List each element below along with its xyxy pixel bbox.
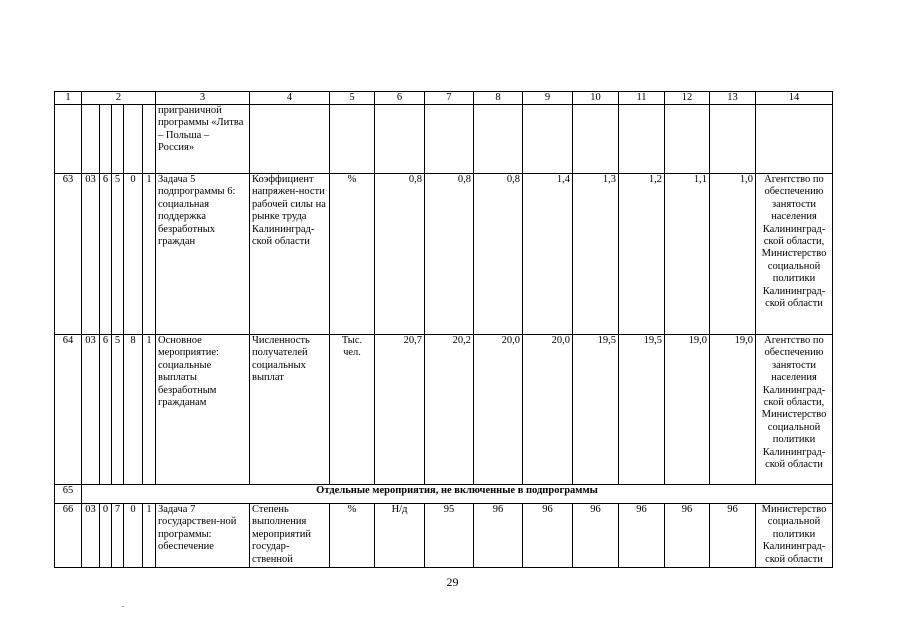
indicator-cell: Коэффициент напряжен-ности рабочей силы на рынке труда Калининградской области bbox=[250, 174, 330, 335]
code-cell: 1 bbox=[143, 174, 156, 335]
header-cell: 8 bbox=[474, 92, 523, 105]
value-cell: 20,7 bbox=[375, 335, 425, 485]
code-cell: 1 bbox=[143, 504, 156, 568]
value-cell: 19,0 bbox=[710, 335, 756, 485]
empty-cell bbox=[425, 105, 474, 174]
value-cell: 96 bbox=[474, 504, 523, 568]
empty-cell bbox=[523, 105, 573, 174]
executor-cell: Министерство социальной политики Калининград-ской области bbox=[756, 504, 833, 568]
continuation-row bbox=[55, 105, 833, 174]
unit-cell: % bbox=[330, 504, 375, 568]
value-cell: 0,8 bbox=[425, 174, 474, 335]
unit-cell: % bbox=[330, 174, 375, 335]
value-cell: 20,0 bbox=[523, 335, 573, 485]
indicator-cell: Численность получателей социальных выплат bbox=[250, 335, 330, 485]
header-cell: 5 bbox=[330, 92, 375, 105]
empty-cell bbox=[55, 105, 82, 174]
code-cell: 7 bbox=[112, 504, 124, 568]
value-cell: 19,0 bbox=[665, 335, 710, 485]
code-cell: 6 bbox=[100, 335, 112, 485]
value-cell: 20,2 bbox=[425, 335, 474, 485]
empty-cell bbox=[250, 105, 330, 174]
empty-cell bbox=[573, 105, 619, 174]
header-cell: 3 bbox=[156, 92, 250, 105]
code-cell: 0 bbox=[100, 504, 112, 568]
executor-cell: Агентство по обеспечению занятости населения Калининград-ской области, Министерство социальной политики Калининград-ской области bbox=[756, 174, 833, 335]
empty-cell bbox=[665, 105, 710, 174]
indicator-cell: Степень выполнения мероприятий государ-ственной bbox=[250, 504, 330, 568]
empty-cell bbox=[330, 105, 375, 174]
code-cell: 1 bbox=[143, 335, 156, 485]
code-cell: 8 bbox=[124, 335, 143, 485]
value-cell: 19,5 bbox=[573, 335, 619, 485]
value-cell: 20,0 bbox=[474, 335, 523, 485]
value-cell: 96 bbox=[710, 504, 756, 568]
name-cell: Основное мероприятие: социальные выплаты безработным гражданам bbox=[156, 335, 250, 485]
value-cell: 96 bbox=[619, 504, 665, 568]
indicators-table bbox=[54, 91, 833, 568]
empty-cell bbox=[375, 105, 425, 174]
section-row bbox=[55, 485, 833, 504]
row-number: 65 bbox=[55, 485, 82, 504]
code-cell: 03 bbox=[82, 174, 100, 335]
value-cell: 95 bbox=[425, 504, 474, 568]
value-cell: 96 bbox=[665, 504, 710, 568]
value-cell: 0,8 bbox=[474, 174, 523, 335]
header-cell: 12 bbox=[665, 92, 710, 105]
page-number: 29 bbox=[446, 575, 459, 589]
code-cell: 5 bbox=[112, 174, 124, 335]
code-cell: 03 bbox=[82, 504, 100, 568]
code-cell: 0 bbox=[124, 174, 143, 335]
name-cell: Задача 7 государствен-ной программы: обеспечение bbox=[156, 504, 250, 568]
header-cell: 7 bbox=[425, 92, 474, 105]
row-number: 63 bbox=[55, 174, 82, 335]
value-cell: 1,3 bbox=[573, 174, 619, 335]
table-row bbox=[55, 174, 833, 335]
value-cell: 96 bbox=[523, 504, 573, 568]
empty-cell bbox=[143, 105, 156, 174]
section-title: Отдельные мероприятия, не включенные в подпрограммы bbox=[82, 485, 833, 504]
code-cell: 03 bbox=[82, 335, 100, 485]
header-cell: 14 bbox=[756, 92, 833, 105]
name-cell: Задача 5 подпрограммы 6: социальная поддержка безработных граждан bbox=[156, 174, 250, 335]
code-cell: 5 bbox=[112, 335, 124, 485]
header-cell: 6 bbox=[375, 92, 425, 105]
empty-cell bbox=[100, 105, 112, 174]
header-cell: 2 bbox=[82, 92, 156, 105]
code-cell: 6 bbox=[100, 174, 112, 335]
header-cell: 11 bbox=[619, 92, 665, 105]
empty-cell bbox=[756, 105, 833, 174]
value-cell: Н/д bbox=[375, 504, 425, 568]
empty-cell bbox=[82, 105, 100, 174]
empty-cell bbox=[710, 105, 756, 174]
value-cell: 1,0 bbox=[710, 174, 756, 335]
scan-speck bbox=[122, 606, 124, 607]
header-cell: 10 bbox=[573, 92, 619, 105]
code-cell: 0 bbox=[124, 504, 143, 568]
header-cell: 13 bbox=[710, 92, 756, 105]
executor-cell: Агентство по обеспечению занятости населения Калининград-ской области, Министерство социальной политики Калининград-ской области bbox=[756, 335, 833, 485]
empty-cell bbox=[474, 105, 523, 174]
empty-cell bbox=[619, 105, 665, 174]
value-cell: 96 bbox=[573, 504, 619, 568]
header-cell: 4 bbox=[250, 92, 330, 105]
empty-cell bbox=[124, 105, 143, 174]
table-row bbox=[55, 504, 833, 568]
row-number: 66 bbox=[55, 504, 82, 568]
table-row bbox=[55, 335, 833, 485]
value-cell: 1,2 bbox=[619, 174, 665, 335]
value-cell: 19,5 bbox=[619, 335, 665, 485]
value-cell: 1,1 bbox=[665, 174, 710, 335]
header-cell: 9 bbox=[523, 92, 573, 105]
header-row bbox=[55, 92, 833, 105]
value-cell: 0,8 bbox=[375, 174, 425, 335]
name-cell: приграничной программы «Литва – Польша – Россия» bbox=[156, 105, 250, 174]
row-number: 64 bbox=[55, 335, 82, 485]
unit-cell: Тыс. чел. bbox=[330, 335, 375, 485]
empty-cell bbox=[112, 105, 124, 174]
header-cell: 1 bbox=[55, 92, 82, 105]
value-cell: 1,4 bbox=[523, 174, 573, 335]
